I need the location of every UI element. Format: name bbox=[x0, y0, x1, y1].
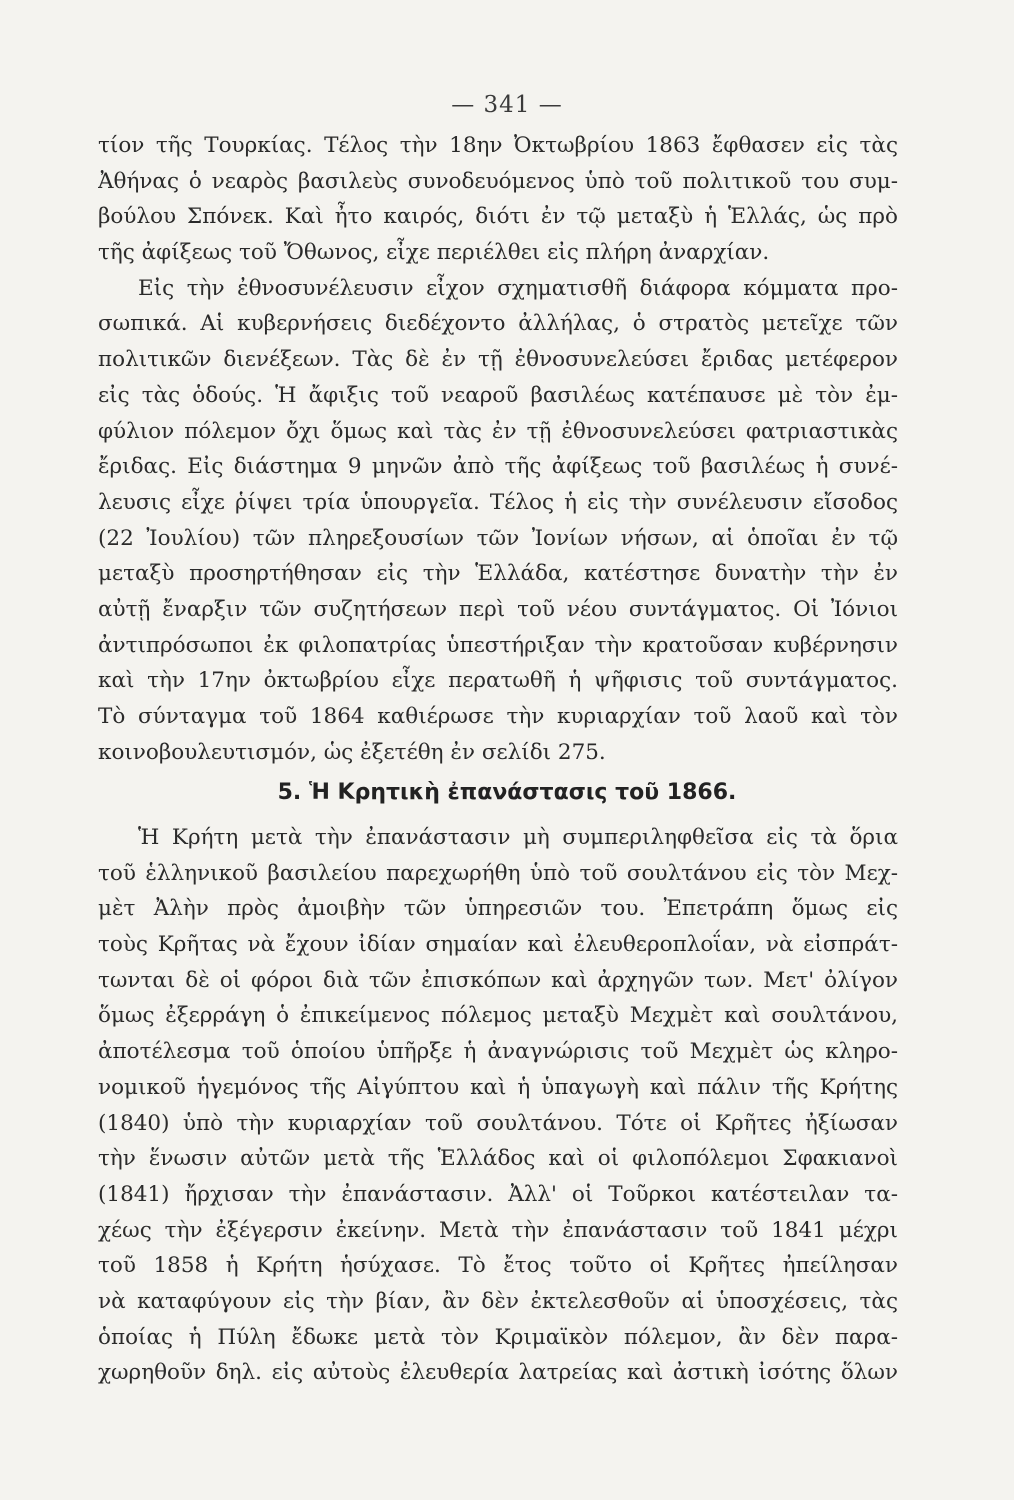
text-line: μὲτ Ἀλὴν πρὸς ἀμοιβὴν τῶν ὑπηρεσιῶν του. Ἐπετράπη ὅμως εἰς bbox=[98, 896, 898, 922]
text-line: (22 Ἰουλίου) τῶν πληρεξουσίων τῶν Ἰονίων νήσων, αἱ ὁποῖαι ἐν τῷ bbox=[98, 525, 898, 551]
text-line: καὶ τὴν 17ην ὀκτωβρίου εἶχε περατωθῆ ἡ ψῆφισις τοῦ συντάγματος. bbox=[98, 668, 898, 694]
text-block-upper bbox=[98, 128, 898, 770]
text-line: Ἡ Κρήτη μετὰ τὴν ἐπανάστασιν μὴ συμπεριληφθεῖσα εἰς τὰ ὅρια bbox=[138, 825, 898, 850]
text-line: σωπικά. Αἱ κυβερνήσεις διεδέχοντο ἀλλήλας, ὁ στρατὸς μετεῖχε τῶν bbox=[98, 311, 898, 337]
text-line: εἰς τὰς ὁδούς. Ἡ ἄφιξις τοῦ νεαροῦ βασιλέως κατέπαυσε μὲ τὸν ἐμ- bbox=[98, 382, 898, 408]
text-line: τοῦ 1858 ἡ Κρήτη ἡσύχασε. Τὸ ἔτος τοῦτο οἱ Κρῆτες ἠπείλησαν bbox=[98, 1253, 898, 1279]
text-line: τὴν ἕνωσιν αὐτῶν μετὰ τῆς Ἑλλάδος καὶ οἱ φιλοπόλεμοι Σφακιανοὶ bbox=[98, 1146, 898, 1172]
text-line: κοινοβουλευτισμόν, ὡς ἐξετέθη ἐν σελίδι 275. bbox=[98, 739, 606, 765]
paragraph-2 bbox=[98, 271, 898, 771]
text-line: ὁποίας ἡ Πύλη ἔδωκε μετὰ τὸν Κριμαϊκὸν πόλεμον, ἂν δὲν παρα- bbox=[98, 1324, 898, 1350]
section-heading: 5. Ἡ Κρητικὴ ἐπανάστασις τοῦ 1866. bbox=[277, 780, 737, 805]
text-line: Τὸ σύνταγμα τοῦ 1864 καθιέρωσε τὴν κυριαρχίαν τοῦ λαοῦ καὶ τὸν bbox=[98, 704, 898, 729]
text-line: τωνται δὲ οἱ φόροι διὰ τῶν ἐπισκόπων καὶ ἀρχηγῶν των. Μετ' ὀλίγον bbox=[98, 967, 898, 993]
text-line: τοῦ ἑλληνικοῦ βασιλείου παρεχωρήθη ὑπὸ τοῦ σουλτάνου εἰς τὸν Μεχ- bbox=[98, 860, 898, 886]
text-line: Ἀθήνας ὁ νεαρὸς βασιλεὺς συνοδευόμενος ὑπὸ τοῦ πολιτικοῦ του συμ- bbox=[98, 168, 898, 194]
text-line: Εἰς τὴν ἐθνοσυνέλευσιν εἶχον σχηματισθῆ διάφορα κόμματα προ- bbox=[138, 275, 898, 301]
text-line: χωρηθοῦν δηλ. εἰς αὐτοὺς ἐλευθερία λατρείας καὶ ἀστικὴ ἰσότης ὅλων bbox=[98, 1360, 898, 1386]
text-line: τίον τῆς Τουρκίας. Τέλος τὴν 18ην Ὀκτωβρίου 1863 ἔφθασεν εἰς τὰς bbox=[98, 133, 898, 158]
text-line: ὅμως ἐξερράγη ὁ ἐπικείμενος πόλεμος μεταξὺ Μεχμὲτ καὶ σουλτάνου, bbox=[98, 1003, 898, 1029]
text-line: φύλιον πόλεμον ὄχι ὅμως καὶ τὰς ἐν τῇ ἐθνοσυνελεύσει φατριαστικὰς bbox=[98, 418, 898, 444]
page-number: — 341 — bbox=[451, 92, 563, 118]
text-line: αὐτῇ ἔναρξιν τῶν συζητήσεων περὶ τοῦ νέου συντάγματος. Οἱ Ἰόνιοι bbox=[98, 596, 898, 622]
text-line: (1840) ὑπὸ τὴν κυριαρχίαν τοῦ σουλτάνου. Τότε οἱ Κρῆτες ἠξίωσαν bbox=[98, 1110, 898, 1136]
text-line: νὰ καταφύγουν εἰς τὴν βίαν, ἂν δὲν ἐκτελεσθοῦν αἱ ὑποσχέσεις, τὰς bbox=[98, 1288, 898, 1314]
text-line: λευσις εἶχε ῥίψει τρία ὑπουργεῖα. Τέλος ἡ εἰς τὴν συνέλευσιν εἴσοδος bbox=[98, 489, 898, 515]
text-line: βούλου Σπόνεκ. Καὶ ἦτο καιρός, διότι ἐν τῷ μεταξὺ ἡ Ἑλλάς, ὡς πρὸ bbox=[98, 204, 898, 230]
text-line: τῆς ἀφίξεως τοῦ Ὄθωνος, εἶχε περιέλθει εἰς πλήρη ἀναρχίαν. bbox=[98, 240, 770, 266]
paragraph-1 bbox=[98, 128, 898, 271]
text-block-lower bbox=[98, 820, 898, 1391]
text-line: ἀποτέλεσμα τοῦ ὁποίου ὑπῆρξε ἡ ἀναγνώρισις τοῦ Μεχμὲτ ὡς κληρο- bbox=[98, 1039, 898, 1065]
text-line: νομικοῦ ἡγεμόνος τῆς Αἰγύπτου καὶ ἡ ὑπαγωγὴ καὶ πάλιν τῆς Κρήτης bbox=[98, 1074, 898, 1100]
text-line: μεταξὺ προσηρτήθησαν εἰς τὴν Ἑλλάδα, κατέστησε δυνατὴν τὴν ἐν bbox=[98, 561, 898, 587]
paragraph-3 bbox=[98, 820, 898, 1391]
text-line: ἔριδας. Εἰς διάστημα 9 μηνῶν ἀπὸ τῆς ἀφίξεως τοῦ βασιλέως ἡ συνέ- bbox=[98, 454, 898, 480]
text-line: χέως τὴν ἐξέγερσιν ἐκείνην. Μετὰ τὴν ἐπανάστασιν τοῦ 1841 μέχρι bbox=[98, 1217, 898, 1243]
text-line: τοὺς Κρῆτας νὰ ἔχουν ἰδίαν σημαίαν καὶ ἐλευθεροπλοΐαν, νὰ εἰσπράτ- bbox=[98, 932, 898, 958]
text-line: πολιτικῶν διενέξεων. Τὰς δὲ ἐν τῇ ἐθνοσυνελεύσει ἔριδας μετέφερον bbox=[98, 347, 898, 373]
text-line: (1841) ἤρχισαν τὴν ἐπανάστασιν. Ἀλλ' οἱ Τοῦρκοι κατέστειλαν τα- bbox=[98, 1181, 898, 1207]
text-line: ἀντιπρόσωποι ἐκ φιλοπατρίας ὑπεστήριξαν τὴν κρατοῦσαν κυβέρνησιν bbox=[98, 632, 898, 658]
